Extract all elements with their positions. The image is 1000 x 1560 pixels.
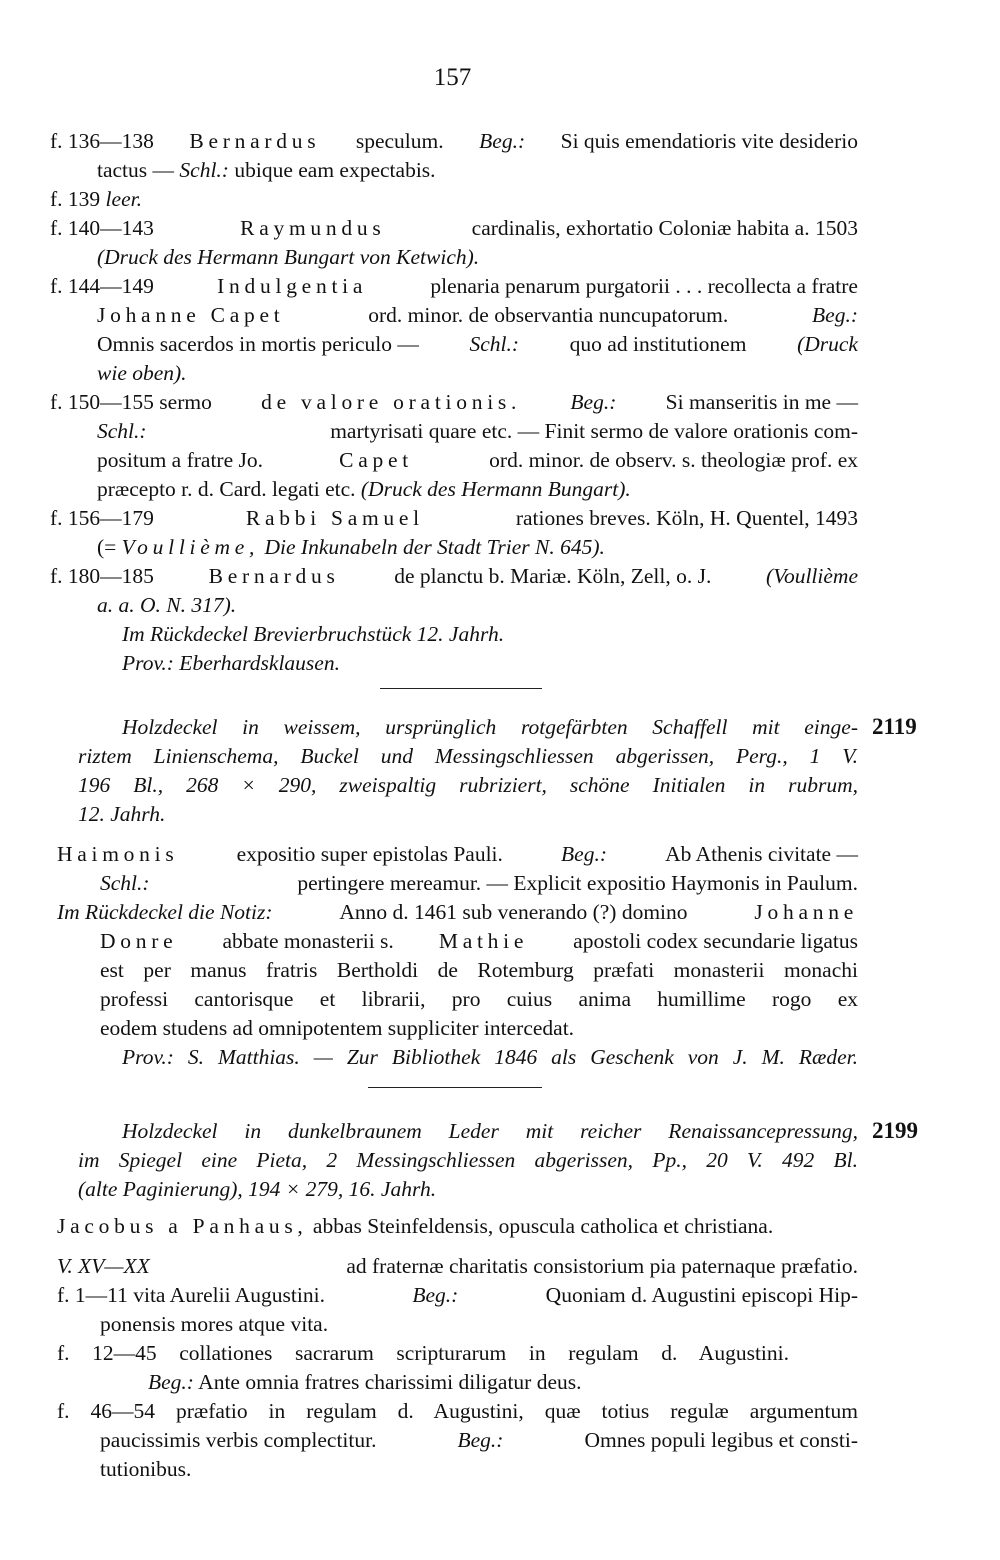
notiz-line: professi cantorisque et librarii, pro cuius anima humillime rogo ex bbox=[100, 987, 858, 1011]
catalog-line: f. 180—185 Bernardus de planctu b. Mariæ. Köln, Zell, o. J. (Voullième bbox=[50, 564, 858, 588]
catalog-line: f. 136—138 Bernardus speculum. Beg.: Si quis emendatioris vite desiderio bbox=[50, 129, 858, 153]
notiz-line: Donre abbate monasterii s. Mathie apostoli codex secundarie ligatus bbox=[100, 929, 858, 953]
content-line: paucissimis verbis complectitur. Beg.: Omnes populi legibus et consti- bbox=[100, 1428, 858, 1452]
catalog-line: f. 139 leer. bbox=[50, 187, 142, 211]
catalog-line: tactus — Schl.: ubique eam expectabis. bbox=[97, 158, 436, 182]
binding-description: 196 Bl., 268 × 290, zweispaltig rubriziert, schöne Initialen in rubrum, bbox=[78, 773, 858, 797]
catalog-line: Schl.: pertingere mereamur. — Explicit expositio Haymonis in Paulum. bbox=[100, 871, 858, 895]
catalog-line: (Druck des Hermann Bungart von Ketwich). bbox=[97, 245, 480, 269]
catalog-line: (= Voullième, Die Inkunabeln der Stadt Trier N. 645). bbox=[97, 535, 605, 559]
content-line: ponensis mores atque vita. bbox=[100, 1312, 329, 1336]
provenance-note: Prov.: S. Matthias. — Zur Bibliothek 1846 als Geschenk von J. M. Ræder. bbox=[122, 1045, 858, 1069]
catalog-note: Im Rückdeckel Brevierbruchstück 12. Jahrh. bbox=[122, 622, 505, 646]
catalog-line: positum a fratre Jo. Capet ord. minor. de observ. s. theologiæ prof. ex bbox=[97, 448, 858, 472]
page-number: 157 bbox=[433, 64, 472, 91]
section-divider bbox=[368, 1087, 542, 1088]
work-title: Haimonis expositio super epistolas Pauli. Beg.: Ab Athenis civitate — bbox=[57, 842, 858, 866]
section-divider bbox=[380, 688, 542, 689]
content-line: f. 12—45 collationes sacrarum scripturarum in regulam d. Augustini. bbox=[57, 1341, 789, 1365]
binding-description: riztem Linienschema, Buckel und Messingschliessen abgerissen, Perg., 1 V. bbox=[78, 744, 858, 768]
binding-description: Holzdeckel in dunkelbraunem Leder mit reicher Renaissancepressung, bbox=[122, 1119, 858, 1143]
provenance-note: Prov.: Eberhardsklausen. bbox=[122, 651, 340, 675]
content-line: Beg.: Ante omnia fratres charissimi diligatur deus. bbox=[148, 1370, 582, 1394]
content-line: tutionibus. bbox=[100, 1457, 192, 1481]
catalog-line: f. 144—149 Indulgentia plenaria penarum purgatorii . . . recollecta a fratre bbox=[50, 274, 858, 298]
notiz-line: est per manus fratris Bertholdi de Rotemburg præfati monasterii monachi bbox=[100, 958, 858, 982]
shelfmark-2199: 2199 bbox=[872, 1118, 918, 1143]
catalog-line: f. 150—155 sermo de valore orationis. Beg.: Si manseritis in me — bbox=[50, 390, 858, 414]
catalog-line: præcepto r. d. Card. legati etc. (Druck des Hermann Bungart). bbox=[97, 477, 631, 501]
binding-description: Holzdeckel in weissem, ursprünglich rotgefärbten Schaffell mit einge- bbox=[122, 715, 858, 739]
catalog-line: Omnis sacerdos in mortis periculo — Schl.: quo ad institutionem (Druck bbox=[97, 332, 858, 356]
catalog-line: Johanne Capet ord. minor. de observantia nuncupatorum. Beg.: bbox=[97, 303, 858, 327]
shelfmark-2119: 2119 bbox=[872, 714, 917, 739]
catalog-line: wie oben). bbox=[97, 361, 187, 385]
notiz-line: Im Rückdeckel die Notiz: Anno d. 1461 sub venerando (?) domino Johanne bbox=[57, 900, 858, 924]
catalog-line: Schl.: martyrisati quare etc. — Finit sermo de valore orationis com- bbox=[97, 419, 858, 443]
catalog-line: f. 156—179 Rabbi Samuel rationes breves. Köln, H. Quentel, 1493 bbox=[50, 506, 858, 530]
catalog-line: a. a. O. N. 317). bbox=[97, 593, 237, 617]
binding-description: 12. Jahrh. bbox=[78, 802, 166, 826]
binding-description: (alte Paginierung), 194 × 279, 16. Jahrh. bbox=[78, 1177, 437, 1201]
content-line: V. XV—XX ad fraternæ charitatis consistorium pia paternaque præfatio. bbox=[57, 1254, 858, 1278]
work-title: Jacobus a Panhaus, abbas Steinfeldensis, opuscula catholica et christiana. bbox=[57, 1214, 774, 1238]
content-line: f. 46—54 præfatio in regulam d. Augustini, quæ totius regulæ argumentum bbox=[57, 1399, 858, 1423]
binding-description: im Spiegel eine Pieta, 2 Messingschliessen abgerissen, Pp., 20 V. 492 Bl. bbox=[78, 1148, 858, 1172]
notiz-line: eodem studens ad omnipotentem suppliciter intercedat. bbox=[100, 1016, 575, 1040]
catalog-line: f. 140—143 Raymundus cardinalis, exhortatio Coloniæ habita a. 1503 bbox=[50, 216, 858, 240]
content-line: f. 1—11 vita Aurelii Augustini. Beg.: Quoniam d. Augustini episcopi Hip- bbox=[57, 1283, 858, 1307]
